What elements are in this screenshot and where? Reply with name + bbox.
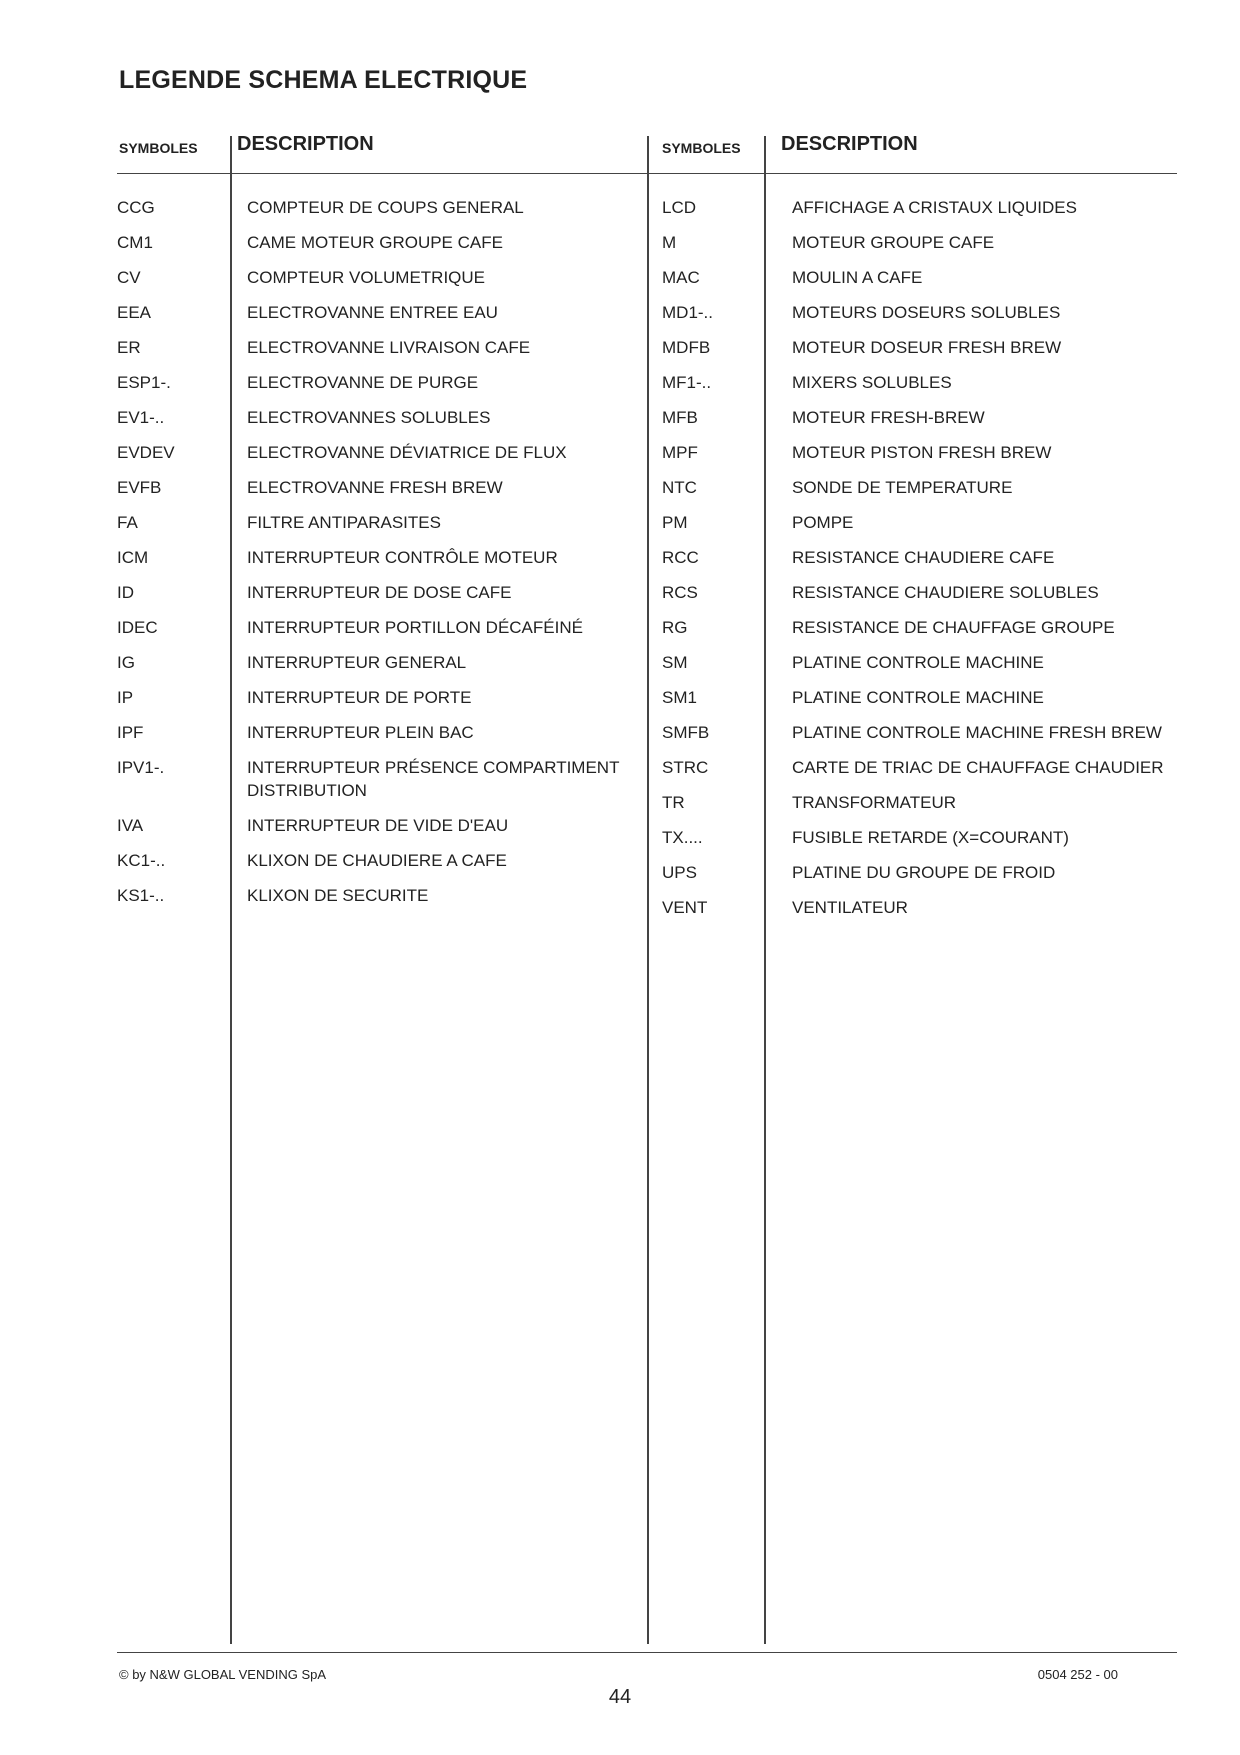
legend-row [117,814,647,837]
right-legend-list [662,196,1192,931]
legend-row [662,581,1192,604]
legend-description: ELECTROVANNES SOLUBLES [247,408,491,427]
legend-symbol: EV1-.. [117,408,165,427]
legend-symbol: MF1-.. [662,373,712,392]
legend-row [117,616,647,639]
legend-symbol: MAC [662,268,700,287]
legend-row [662,896,1192,919]
legend-description: TRANSFORMATEUR [792,793,957,812]
legend-description: MOULIN A CAFE [792,268,923,287]
legend-symbol: ER [117,338,141,357]
legend-description: PLATINE CONTROLE MACHINE FRESH BREW [792,723,1162,742]
legend-symbol: EEA [117,303,152,322]
legend-row [117,406,647,429]
legend-symbol: TX.... [662,828,703,847]
legend-symbol: IPF [117,723,144,742]
legend-row [662,686,1192,709]
legend-row [117,651,647,674]
legend-symbol: ID [117,583,134,602]
legend-symbol: SMFB [662,723,710,742]
right-symbols-header: SYMBOLES [662,140,741,156]
legend-symbol: CCG [117,198,155,217]
legend-symbol: MPF [662,443,698,462]
legend-description: RESISTANCE CHAUDIERE SOLUBLES [792,583,1099,602]
legend-row [662,791,1192,814]
legend-symbol: MD1-.. [662,303,713,322]
legend-description: INTERRUPTEUR PRÉSENCE COMPARTIMENT DISTRIBUTION [247,758,620,800]
legend-symbol: PM [662,513,688,532]
legend-description: INTERRUPTEUR DE DOSE CAFE [247,583,512,602]
legend-row [117,196,647,219]
legend-symbol: IP [117,688,134,707]
left-legend-list [117,196,647,919]
footer-divider [117,1652,1177,1653]
document-code: 0504 252 - 00 [1037,1667,1118,1682]
legend-row [662,231,1192,254]
legend-description: ELECTROVANNE ENTREE EAU [247,303,498,322]
legend-symbol: CV [117,268,141,287]
legend-description: RESISTANCE CHAUDIERE CAFE [792,548,1055,567]
legend-row [117,301,647,324]
legend-row [662,476,1192,499]
legend-symbol: KC1-.. [117,851,166,870]
legend-row [117,441,647,464]
legend-description: POMPE [792,513,854,532]
legend-description: MOTEUR GROUPE CAFE [792,233,995,252]
legend-description: CARTE DE TRIAC DE CHAUFFAGE CHAUDIER [792,758,1164,777]
legend-row [662,301,1192,324]
center-divider [647,136,649,1644]
legend-symbol: M [662,233,677,252]
legend-row [662,371,1192,394]
legend-row [662,266,1192,289]
legend-row [662,826,1192,849]
legend-description: FUSIBLE RETARDE (X=COURANT) [792,828,1069,847]
legend-row [662,651,1192,674]
legend-symbol: KS1-.. [117,886,165,905]
legend-symbol: RCC [662,548,699,567]
legend-description: MOTEUR FRESH-BREW [792,408,985,427]
legend-row [117,581,647,604]
legend-row [117,721,647,744]
legend-row [117,336,647,359]
legend-row [662,616,1192,639]
legend-symbol: IDEC [117,618,158,637]
legend-symbol: MFB [662,408,698,427]
legend-description: MIXERS SOLUBLES [792,373,952,392]
legend-row [117,266,647,289]
legend-row [117,756,647,802]
copyright: © by N&W GLOBAL VENDING SpA [119,1667,327,1682]
legend-description: PLATINE CONTROLE MACHINE [792,653,1044,672]
legend-description: FILTRE ANTIPARASITES [247,513,441,532]
legend-symbol: SM1 [662,688,697,707]
legend-symbol: TR [662,793,685,812]
legend-symbol: UPS [662,863,697,882]
legend-description: RESISTANCE DE CHAUFFAGE GROUPE [792,618,1115,637]
legend-symbol: LCD [662,198,697,217]
legend-symbol: IG [117,653,135,672]
legend-symbol: MDFB [662,338,711,357]
legend-description: SONDE DE TEMPERATURE [792,478,1013,497]
legend-description: AFFICHAGE A CRISTAUX LIQUIDES [792,198,1077,217]
legend-row [662,546,1192,569]
legend-description: ELECTROVANNE FRESH BREW [247,478,503,497]
legend-row [117,476,647,499]
legend-row [662,721,1192,744]
legend-symbol: RCS [662,583,698,602]
legend-symbol: VENT [662,898,708,917]
legend-symbol: IPV1-. [117,758,165,777]
legend-row [662,336,1192,359]
left-symbols-header: SYMBOLES [119,140,198,156]
legend-row [662,861,1192,884]
legend-row [662,406,1192,429]
legend-symbol: EVDEV [117,443,175,462]
legend-symbol: IVA [117,816,144,835]
legend-description: MOTEUR DOSEUR FRESH BREW [792,338,1062,357]
legend-description: PLATINE DU GROUPE DE FROID [792,863,1056,882]
legend-symbol: NTC [662,478,697,497]
legend-row [117,231,647,254]
legend-description: COMPTEUR DE COUPS GENERAL [247,198,524,217]
legend-row [662,441,1192,464]
legend-row [117,371,647,394]
legend-row [662,511,1192,534]
legend-symbol: STRC [662,758,709,777]
right-description-header: DESCRIPTION [781,133,918,155]
page-number: 44 [608,1686,632,1708]
legend-description: INTERRUPTEUR PLEIN BAC [247,723,474,742]
legend-row [117,849,647,872]
legend-symbol: RG [662,618,688,637]
legend-description: MOTEURS DOSEURS SOLUBLES [792,303,1061,322]
legend-row [117,686,647,709]
legend-description: ELECTROVANNE LIVRAISON CAFE [247,338,531,357]
legend-row [117,546,647,569]
page-title: LEGENDE SCHEMA ELECTRIQUE [119,66,528,94]
legend-description: KLIXON DE SECURITE [247,886,429,905]
legend-symbol: FA [117,513,138,532]
legend-row [117,511,647,534]
legend-symbol: SM [662,653,688,672]
legend-row [117,884,647,907]
legend-symbol: ICM [117,548,149,567]
left-description-header: DESCRIPTION [237,133,374,155]
legend-description: VENTILATEUR [792,898,908,917]
legend-description: INTERRUPTEUR DE PORTE [247,688,472,707]
legend-description: INTERRUPTEUR GENERAL [247,653,467,672]
legend-description: ELECTROVANNE DE PURGE [247,373,479,392]
legend-symbol: EVFB [117,478,162,497]
legend-symbol: CM1 [117,233,153,252]
legend-description: ELECTROVANNE DÉVIATRICE DE FLUX [247,443,567,462]
legend-row [662,196,1192,219]
legend-description: INTERRUPTEUR PORTILLON DÉCAFÉINÉ [247,618,583,637]
legend-description: PLATINE CONTROLE MACHINE [792,688,1044,707]
legend-description: CAME MOTEUR GROUPE CAFE [247,233,503,252]
legend-symbol: ESP1-. [117,373,171,392]
legend-description: MOTEUR PISTON FRESH BREW [792,443,1052,462]
legend-description: KLIXON DE CHAUDIERE A CAFE [247,851,507,870]
legend-description: INTERRUPTEUR DE VIDE D'EAU [247,816,509,835]
legend-row [662,756,1192,779]
legend-description: INTERRUPTEUR CONTRÔLE MOTEUR [247,548,558,567]
legend-description: COMPTEUR VOLUMETRIQUE [247,268,486,287]
